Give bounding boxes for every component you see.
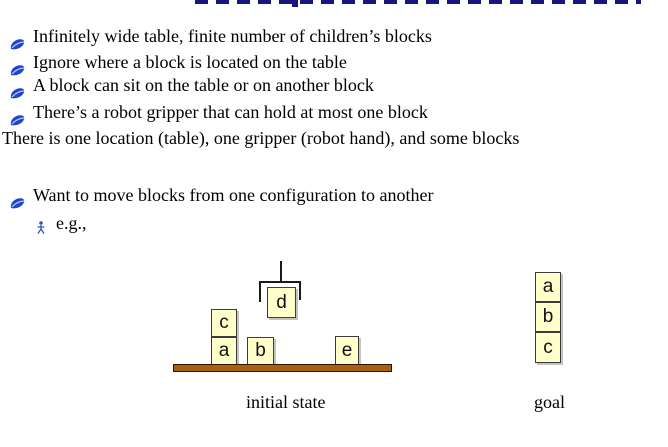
block-d: d — [267, 287, 296, 318]
goal-caption: goal — [534, 392, 565, 412]
bullet-row — [10, 51, 347, 74]
sub-bullet-row — [36, 212, 87, 235]
bullet-row — [10, 184, 433, 207]
leaf-bullet-icon — [10, 33, 25, 44]
clipped-title-fragment — [195, 0, 641, 4]
leaf-bullet-icon — [10, 192, 25, 203]
gripper-rod — [280, 261, 282, 281]
block-b: b — [247, 337, 274, 365]
leaf-bullet-icon — [10, 109, 25, 120]
bullet-text: There’s a robot gripper that can hold at most one block — [33, 102, 428, 122]
gripper-finger-right — [299, 281, 301, 300]
table-surface — [173, 364, 392, 372]
sub-bullet-text: e.g., — [56, 213, 87, 233]
leaf-bullet-icon — [10, 82, 25, 93]
clipped-title-descender — [292, 0, 298, 7]
bullet-row — [10, 25, 432, 48]
goal-block-c: c — [535, 332, 561, 363]
gripper-finger-left — [259, 281, 261, 302]
bullet-text: Ignore where a block is located on the table — [33, 52, 347, 72]
bullet-row — [10, 74, 374, 97]
block-c: c — [211, 309, 237, 337]
bullet-text: Infinitely wide table, finite number of children’s blocks — [33, 26, 432, 46]
goal-block-a: a — [535, 272, 561, 302]
plain-text-row — [2, 127, 519, 150]
initial-state-caption: initial state — [246, 392, 326, 412]
figure-bullet-icon — [36, 217, 46, 230]
bullet-row — [10, 101, 428, 124]
bullet-text: Want to move blocks from one configuration to another — [33, 185, 434, 205]
body-text: There is one location (table), one gripper (robot hand), and some blocks — [2, 128, 520, 148]
block-e: e — [335, 336, 359, 365]
leaf-bullet-icon — [10, 59, 25, 70]
block-a: a — [211, 337, 237, 365]
gripper-bar — [259, 281, 301, 283]
goal-block-b: b — [535, 302, 561, 332]
bullet-text: A block can sit on the table or on another block — [33, 75, 374, 95]
